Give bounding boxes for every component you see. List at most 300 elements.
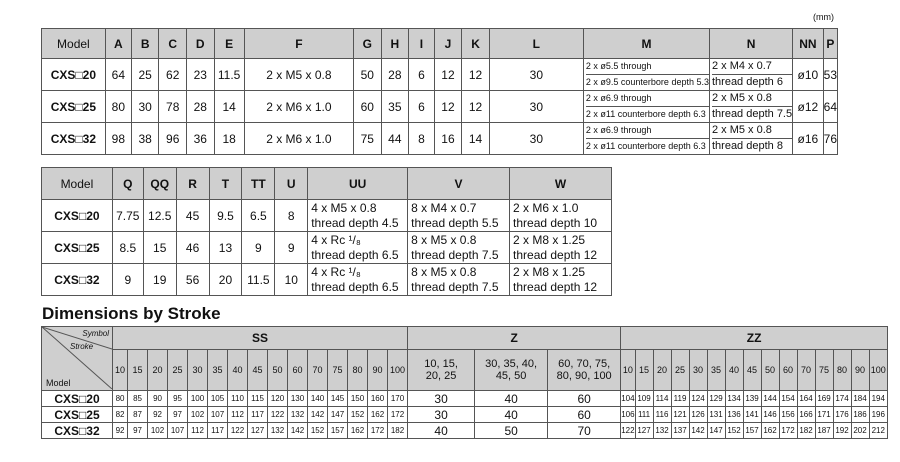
zz-stroke-header: 100 [869, 350, 887, 391]
zz-cell: 166 [797, 407, 815, 423]
cell-m-line2: 2 x ø9.5 counterbore depth 5.3 [585, 77, 709, 87]
cell-e: 11.5 [214, 59, 244, 91]
cell-m-line1: 2 x ø6.9 through [586, 91, 709, 107]
zz-cell: 156 [779, 407, 797, 423]
model-cell: CXS□20 [42, 59, 106, 91]
cell-u: 8 [275, 200, 308, 232]
cell-i: 8 [409, 123, 435, 155]
zz-stroke-header: 70 [797, 350, 815, 391]
ss-cell: 100 [188, 391, 208, 407]
ss-stroke-header: 35 [208, 350, 228, 391]
ss-stroke-header: 30 [188, 350, 208, 391]
zz-stroke-header: 30 [689, 350, 707, 391]
zz-cell: 127 [635, 423, 653, 439]
ss-cell: 127 [248, 423, 268, 439]
cell-p: 53 [823, 59, 837, 91]
cell-c: 78 [159, 91, 187, 123]
cell-j: 16 [434, 123, 462, 155]
zz-cell: 136 [725, 407, 743, 423]
column-header-h: H [381, 29, 409, 59]
cell-uu [308, 232, 408, 264]
table-row [42, 264, 612, 296]
column-header-r: R [176, 168, 209, 200]
zz-stroke-header: 10 [621, 350, 635, 391]
cell-nn: ø10 [793, 59, 824, 91]
z-stroke-header [548, 350, 621, 391]
model-cell: CXS□32 [42, 264, 113, 296]
ss-cell: 160 [368, 391, 388, 407]
z-cell: 60 [548, 407, 621, 423]
model-header: Model [42, 29, 106, 59]
cell-k: 12 [462, 91, 490, 123]
cell-j: 12 [434, 59, 462, 91]
column-header-e: E [214, 29, 244, 59]
zz-stroke-header: 25 [671, 350, 689, 391]
cell-b: 25 [131, 59, 159, 91]
corner-model-label: Model [46, 378, 71, 388]
section-title: Dimensions by Stroke [42, 304, 221, 323]
ss-cell: 80 [113, 391, 128, 407]
zz-cell: 137 [671, 423, 689, 439]
zz-stroke-header: 40 [725, 350, 743, 391]
cell-q: 8.5 [112, 232, 143, 264]
z-cell: 40 [475, 391, 548, 407]
cell-h: 44 [381, 123, 409, 155]
table-row [42, 123, 838, 155]
cell-uu-line1: 4 x Rc ¹/₈ [311, 264, 361, 279]
cell-uu-line2: thread depth 6.5 [311, 279, 399, 294]
cell-v [408, 232, 510, 264]
cell-n-line2: thread depth 7.5 [711, 108, 793, 120]
ss-cell: 145 [328, 391, 348, 407]
zz-cell: 171 [815, 407, 833, 423]
ss-stroke-header: 70 [308, 350, 328, 391]
cell-v-line2: thread depth 7.5 [411, 247, 499, 262]
cell-m-line2: 2 x ø11 counterbore depth 6.3 [585, 141, 706, 151]
cell-j: 12 [434, 91, 462, 123]
cell-n-line2: thread depth 8 [711, 140, 783, 152]
column-header-n: N [709, 29, 792, 59]
cell-n-line1: 2 x M5 x 0.8 [712, 91, 792, 107]
ss-stroke-header: 75 [328, 350, 348, 391]
column-header-w: W [510, 168, 612, 200]
cell-r: 45 [176, 200, 209, 232]
z-stroke-header-line: 60, 70, 75, [558, 358, 611, 370]
column-header-m: M [583, 29, 709, 59]
ss-cell: 122 [228, 423, 248, 439]
zz-stroke-header: 80 [833, 350, 851, 391]
table-row [42, 59, 838, 91]
zz-cell: 119 [671, 391, 689, 407]
zz-cell: 134 [725, 391, 743, 407]
z-cell: 70 [548, 423, 621, 439]
zz-cell: 186 [851, 407, 869, 423]
zz-cell: 182 [797, 423, 815, 439]
zz-cell: 154 [779, 391, 797, 407]
zz-cell: 172 [779, 423, 797, 439]
cell-w [510, 200, 612, 232]
cell-qq: 19 [143, 264, 176, 296]
zz-cell: 106 [621, 407, 635, 423]
cell-m [583, 59, 709, 91]
ss-cell: 112 [228, 407, 248, 423]
model-cell: CXS□25 [42, 232, 113, 264]
ss-cell: 117 [208, 423, 228, 439]
cell-w-line1: 2 x M8 x 1.25 [513, 232, 586, 247]
cell-v-line1: 8 x M5 x 0.8 [411, 264, 477, 279]
cell-n [709, 59, 792, 91]
cell-u: 10 [275, 264, 308, 296]
zz-cell: 109 [635, 391, 653, 407]
zz-stroke-header: 50 [761, 350, 779, 391]
cell-m-line2: 2 x ø11 counterbore depth 6.3 [585, 109, 706, 119]
column-header-p: P [823, 29, 837, 59]
z-cell: 40 [475, 407, 548, 423]
group-header-zz: ZZ [621, 327, 888, 350]
cell-t: 9.5 [209, 200, 242, 232]
z-cell: 30 [408, 407, 475, 423]
zz-stroke-header: 20 [653, 350, 671, 391]
column-header-qq: QQ [143, 168, 176, 200]
ss-cell: 132 [268, 423, 288, 439]
ss-stroke-header: 15 [128, 350, 148, 391]
cell-l: 30 [489, 91, 583, 123]
ss-stroke-header: 10 [113, 350, 128, 391]
cell-v-line1: 8 x M5 x 0.8 [411, 232, 477, 247]
dimensions-table-1 [41, 28, 838, 155]
cell-uu [308, 200, 408, 232]
cell-tt: 6.5 [242, 200, 275, 232]
cell-t: 13 [209, 232, 242, 264]
z-stroke-header-line: 45, 50 [495, 370, 527, 382]
ss-cell: 152 [348, 407, 368, 423]
cell-f: 2 x M6 x 1.0 [244, 123, 353, 155]
zz-cell: 187 [815, 423, 833, 439]
ss-cell: 120 [268, 391, 288, 407]
ss-cell: 172 [388, 407, 408, 423]
cell-f: 2 x M5 x 0.8 [244, 59, 353, 91]
zz-cell: 162 [761, 423, 779, 439]
cell-d: 28 [186, 91, 214, 123]
cell-h: 35 [381, 91, 409, 123]
ss-cell: 107 [208, 407, 228, 423]
ss-cell: 142 [308, 407, 328, 423]
cell-q: 9 [112, 264, 143, 296]
ss-cell: 102 [188, 407, 208, 423]
cell-b: 30 [131, 91, 159, 123]
cell-b: 38 [131, 123, 159, 155]
cell-g: 60 [354, 91, 382, 123]
cell-tt: 9 [242, 232, 275, 264]
zz-stroke-header: 90 [851, 350, 869, 391]
zz-cell: 184 [851, 391, 869, 407]
ss-cell: 92 [113, 423, 128, 439]
model-header: Model [42, 168, 113, 200]
cell-w-line2: thread depth 12 [513, 279, 598, 294]
cell-m-line1: 2 x ø5.5 through [586, 59, 709, 75]
cell-t: 20 [209, 264, 242, 296]
zz-cell: 192 [833, 423, 851, 439]
z-stroke-header-line: 30, 35, 40, [485, 358, 538, 370]
cell-k: 12 [462, 59, 490, 91]
zz-cell: 174 [833, 391, 851, 407]
ss-stroke-header: 25 [168, 350, 188, 391]
z-cell: 50 [475, 423, 548, 439]
cell-m-line1: 2 x ø6.9 through [586, 123, 709, 139]
ss-cell: 122 [268, 407, 288, 423]
zz-cell: 212 [869, 423, 887, 439]
column-header-j: J [434, 29, 462, 59]
cell-u: 9 [275, 232, 308, 264]
cell-v-line1: 8 x M4 x 0.7 [411, 200, 477, 215]
cell-nn: ø16 [793, 123, 824, 155]
ss-stroke-header: 40 [228, 350, 248, 391]
zz-stroke-header: 75 [815, 350, 833, 391]
ss-cell: 157 [328, 423, 348, 439]
ss-cell: 85 [128, 391, 148, 407]
corner-stroke-label: Stroke [70, 342, 94, 351]
ss-stroke-header: 100 [388, 350, 408, 391]
stroke-dimensions-table [41, 326, 888, 439]
zz-cell: 169 [815, 391, 833, 407]
ss-cell: 90 [148, 391, 168, 407]
group-header-z: Z [408, 327, 621, 350]
cell-w-line2: thread depth 10 [513, 215, 598, 230]
cell-v [408, 264, 510, 296]
model-cell: CXS□32 [42, 423, 113, 439]
zz-cell: 104 [621, 391, 635, 407]
cell-uu-line2: thread depth 4.5 [311, 215, 399, 230]
cell-e: 14 [214, 91, 244, 123]
zz-cell: 176 [833, 407, 851, 423]
column-header-c: C [159, 29, 187, 59]
ss-stroke-header: 60 [288, 350, 308, 391]
cell-r: 56 [176, 264, 209, 296]
ss-cell: 150 [348, 391, 368, 407]
ss-stroke-header: 80 [348, 350, 368, 391]
cell-a: 98 [105, 123, 131, 155]
cell-w-line1: 2 x M8 x 1.25 [513, 264, 586, 279]
cell-nn: ø12 [793, 91, 824, 123]
cell-h: 28 [381, 59, 409, 91]
cell-n-line2: thread depth 6 [711, 76, 783, 88]
column-header-d: D [186, 29, 214, 59]
table-row [42, 200, 612, 232]
zz-cell: 122 [621, 423, 635, 439]
ss-cell: 162 [348, 423, 368, 439]
cell-w-line2: thread depth 12 [513, 247, 598, 262]
cell-g: 75 [354, 123, 382, 155]
column-header-uu: UU [308, 168, 408, 200]
cell-uu-line1: 4 x M5 x 0.8 [311, 200, 377, 215]
zz-stroke-header: 60 [779, 350, 797, 391]
ss-cell: 95 [168, 391, 188, 407]
z-stroke-header [408, 350, 475, 391]
zz-cell: 142 [689, 423, 707, 439]
zz-cell: 129 [707, 391, 725, 407]
cell-g: 50 [354, 59, 382, 91]
cell-i: 6 [409, 59, 435, 91]
cell-v [408, 200, 510, 232]
ss-stroke-header: 20 [148, 350, 168, 391]
zz-cell: 111 [635, 407, 653, 423]
ss-cell: 110 [228, 391, 248, 407]
cell-n-line1: 2 x M4 x 0.7 [712, 59, 792, 75]
zz-cell: 141 [743, 407, 761, 423]
cell-a: 64 [105, 59, 131, 91]
cell-n [709, 123, 792, 155]
cell-p: 76 [823, 123, 837, 155]
zz-stroke-header: 35 [707, 350, 725, 391]
ss-stroke-header: 45 [248, 350, 268, 391]
model-cell: CXS□32 [42, 123, 106, 155]
table-row [42, 391, 888, 407]
zz-cell: 196 [869, 407, 887, 423]
z-cell: 40 [408, 423, 475, 439]
ss-cell: 162 [368, 407, 388, 423]
ss-cell: 132 [288, 407, 308, 423]
table-row [42, 91, 838, 123]
column-header-g: G [354, 29, 382, 59]
zz-cell: 164 [797, 391, 815, 407]
ss-cell: 152 [308, 423, 328, 439]
zz-cell: 116 [653, 407, 671, 423]
z-cell: 60 [548, 391, 621, 407]
z-cell: 30 [408, 391, 475, 407]
cell-v-line2: thread depth 7.5 [411, 279, 499, 294]
column-header-tt: TT [242, 168, 275, 200]
zz-cell: 124 [689, 391, 707, 407]
zz-cell: 146 [761, 407, 779, 423]
cell-tt: 11.5 [242, 264, 275, 296]
column-header-v: V [408, 168, 510, 200]
model-cell: CXS□25 [42, 407, 113, 423]
unit-label: (mm) [813, 12, 834, 22]
ss-cell: 170 [388, 391, 408, 407]
ss-cell: 87 [128, 407, 148, 423]
zz-stroke-header: 45 [743, 350, 761, 391]
ss-cell: 102 [148, 423, 168, 439]
ss-cell: 130 [288, 391, 308, 407]
column-header-k: K [462, 29, 490, 59]
cell-l: 30 [489, 123, 583, 155]
corner-symbol-label: Symbol [82, 329, 110, 338]
cell-w [510, 264, 612, 296]
column-header-u: U [275, 168, 308, 200]
cell-c: 62 [159, 59, 187, 91]
cell-uu-line1: 4 x Rc ¹/₈ [311, 232, 361, 247]
zz-cell: 114 [653, 391, 671, 407]
ss-cell: 172 [368, 423, 388, 439]
table-corner-header [42, 327, 113, 391]
model-cell: CXS□20 [42, 391, 113, 407]
zz-cell: 132 [653, 423, 671, 439]
cell-uu [308, 264, 408, 296]
cell-m [583, 123, 709, 155]
zz-cell: 202 [851, 423, 869, 439]
cell-qq: 12.5 [143, 200, 176, 232]
cell-v-line2: thread depth 5.5 [411, 215, 499, 230]
column-header-nn: NN [793, 29, 824, 59]
cell-r: 46 [176, 232, 209, 264]
zz-cell: 152 [725, 423, 743, 439]
column-header-l: L [489, 29, 583, 59]
model-cell: CXS□25 [42, 91, 106, 123]
ss-cell: 105 [208, 391, 228, 407]
cell-f: 2 x M6 x 1.0 [244, 91, 353, 123]
ss-stroke-header: 50 [268, 350, 288, 391]
ss-cell: 92 [148, 407, 168, 423]
ss-cell: 117 [248, 407, 268, 423]
zz-cell: 157 [743, 423, 761, 439]
ss-cell: 97 [128, 423, 148, 439]
cell-d: 36 [186, 123, 214, 155]
z-stroke-header-line: 80, 90, 100 [556, 370, 612, 382]
cell-n [709, 91, 792, 123]
column-header-t: T [209, 168, 242, 200]
zz-cell: 147 [707, 423, 725, 439]
ss-cell: 115 [248, 391, 268, 407]
table-row [42, 232, 612, 264]
z-stroke-header-line: 20, 25 [425, 370, 457, 382]
group-header-ss: SS [113, 327, 408, 350]
cell-p: 64 [823, 91, 837, 123]
table-row [42, 423, 888, 439]
table-row [42, 407, 888, 423]
cell-uu-line2: thread depth 6.5 [311, 247, 399, 262]
cell-q: 7.75 [112, 200, 143, 232]
cell-l: 30 [489, 59, 583, 91]
cell-k: 14 [462, 123, 490, 155]
column-header-i: I [409, 29, 435, 59]
column-header-b: B [131, 29, 159, 59]
cell-c: 96 [159, 123, 187, 155]
ss-cell: 97 [168, 407, 188, 423]
ss-cell: 140 [308, 391, 328, 407]
zz-cell: 126 [689, 407, 707, 423]
z-stroke-header-line: 10, 15, [424, 358, 458, 370]
zz-cell: 144 [761, 391, 779, 407]
cell-m [583, 91, 709, 123]
ss-cell: 182 [388, 423, 408, 439]
cell-d: 23 [186, 59, 214, 91]
cell-n-line1: 2 x M5 x 0.8 [712, 123, 792, 139]
cell-w-line1: 2 x M6 x 1.0 [513, 200, 579, 215]
zz-cell: 121 [671, 407, 689, 423]
cell-a: 80 [105, 91, 131, 123]
ss-cell: 142 [288, 423, 308, 439]
ss-cell: 107 [168, 423, 188, 439]
ss-cell: 112 [188, 423, 208, 439]
ss-cell: 82 [113, 407, 128, 423]
column-header-a: A [105, 29, 131, 59]
zz-cell: 194 [869, 391, 887, 407]
zz-cell: 131 [707, 407, 725, 423]
cell-qq: 15 [143, 232, 176, 264]
model-cell: CXS□20 [42, 200, 113, 232]
cell-i: 6 [409, 91, 435, 123]
column-header-q: Q [112, 168, 143, 200]
zz-stroke-header: 15 [635, 350, 653, 391]
column-header-f: F [244, 29, 353, 59]
ss-stroke-header: 90 [368, 350, 388, 391]
z-stroke-header [475, 350, 548, 391]
cell-e: 18 [214, 123, 244, 155]
ss-cell: 147 [328, 407, 348, 423]
dimensions-table-2 [41, 167, 612, 296]
cell-w [510, 232, 612, 264]
zz-cell: 139 [743, 391, 761, 407]
